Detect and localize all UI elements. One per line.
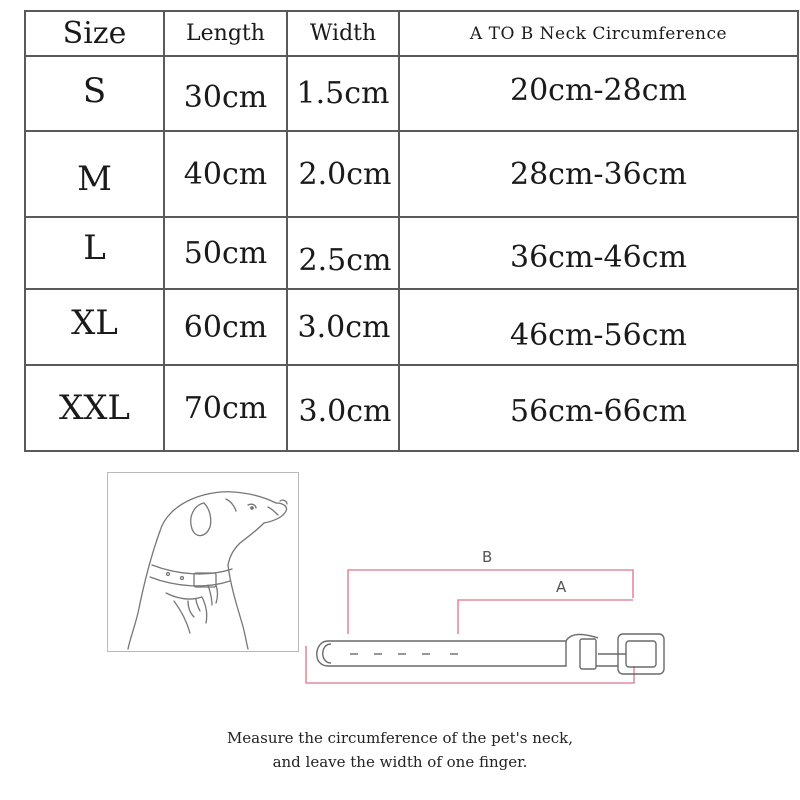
- row-width: 3.0cm: [297, 309, 391, 345]
- header-size: Size: [62, 16, 127, 51]
- row-length: 40cm: [183, 156, 268, 192]
- row-length: 60cm: [183, 309, 268, 345]
- size-chart-table: [24, 10, 799, 452]
- collar-measurement-diagram: [298, 538, 678, 702]
- table-border-bottom: [24, 450, 799, 452]
- row-length: 70cm: [183, 390, 268, 426]
- row-size: S: [82, 70, 107, 111]
- row-size: L: [83, 228, 106, 268]
- dog-collar-illustration: [107, 472, 299, 652]
- dimension-b-bracket: [348, 570, 633, 634]
- collar-diagram-svg: [298, 538, 678, 698]
- dog-head-sketch: [108, 473, 298, 651]
- collar-loop: [580, 639, 596, 669]
- row-neck: 36cm-46cm: [510, 239, 687, 275]
- header-length: Length: [186, 21, 265, 46]
- header-neck-circumference: A TO B Neck Circumference: [469, 23, 728, 44]
- row-size: XL: [71, 303, 118, 343]
- row-width: 2.0cm: [298, 156, 392, 192]
- dimension-a-bracket: [458, 600, 633, 634]
- dimension-b-label: B: [482, 548, 493, 566]
- row-neck: 28cm-36cm: [510, 156, 687, 192]
- length-bracket: [306, 646, 634, 683]
- caption-line-2: and leave the width of one finger.: [272, 753, 528, 771]
- row-neck: 20cm-28cm: [510, 73, 687, 108]
- row-width: 3.0cm: [298, 393, 392, 429]
- dimension-a-label: A: [556, 578, 567, 596]
- table-border-right: [797, 10, 799, 452]
- caption-line-1: Measure the circumference of the pet's neck,: [226, 729, 574, 747]
- row-size: XXL: [59, 388, 130, 428]
- row-size: M: [77, 159, 112, 199]
- row-width: 1.5cm: [296, 76, 390, 111]
- row-length: 30cm: [183, 80, 268, 115]
- header-width: Width: [309, 21, 377, 46]
- row-neck: 56cm-66cm: [510, 393, 687, 429]
- row-neck: 46cm-56cm: [510, 317, 687, 353]
- row-width: 2.5cm: [298, 242, 392, 278]
- row-length: 50cm: [183, 235, 268, 271]
